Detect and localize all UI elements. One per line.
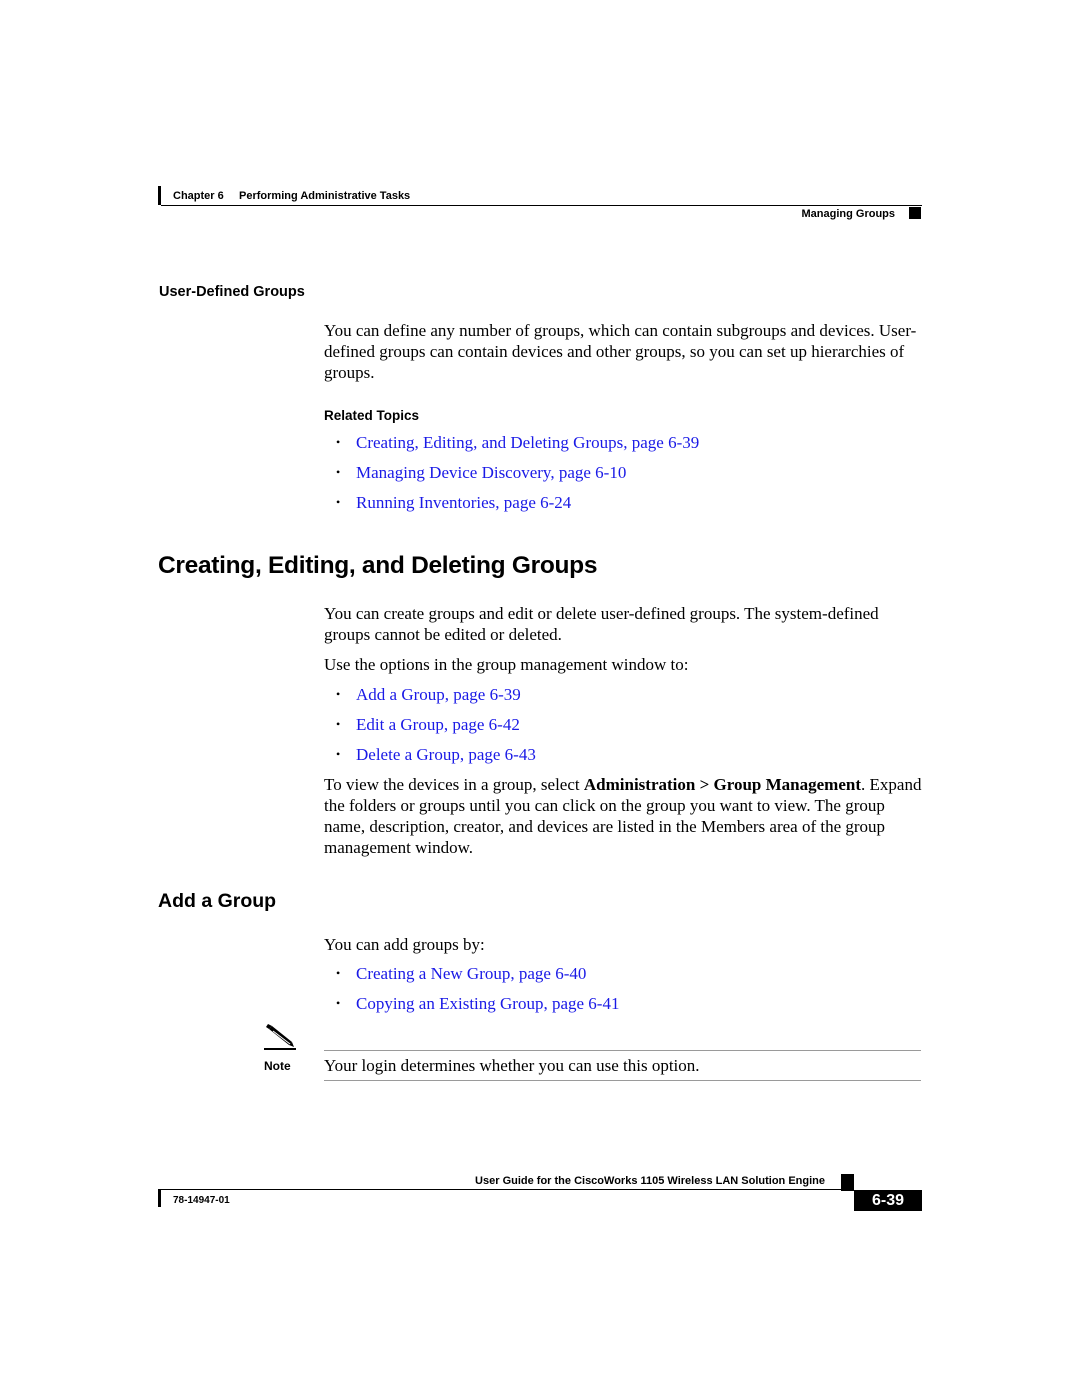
add-group-list — [324, 963, 619, 1023]
list-item: • Copying an Existing Group, page 6-41 — [336, 994, 620, 1013]
footer-title: User Guide for the CiscoWorks 1105 Wireless LAN Solution Engine — [475, 1175, 825, 1187]
header-chapter: Chapter 6 Performing Administrative Tasks — [173, 190, 411, 202]
header-rule — [161, 205, 922, 206]
list-item: • Creating, Editing, and Deleting Groups, page 6-39 — [336, 433, 700, 452]
creating-paragraph-3: To view the devices in a group, select Administration > Group Management. Expand the folders or groups until you can click on the group you want to view. The group name, description, creator, and devices are listed in the Members area of the group management window. — [324, 775, 922, 857]
link-managing-device-discovery[interactable]: Managing Device Discovery, page 6-10 — [356, 463, 627, 482]
footer-doc-number: 78-14947-01 — [173, 1195, 230, 1206]
note-label: Note — [264, 1059, 291, 1073]
link-copying-existing-group[interactable]: Copying an Existing Group, page 6-41 — [356, 994, 620, 1013]
list-item: • Running Inventories, page 6-24 — [336, 493, 572, 512]
footer-rule — [161, 1189, 853, 1190]
note-text: Your login determines whether you can use this option. — [324, 1056, 700, 1075]
footer-bar — [158, 1189, 161, 1207]
link-running-inventories[interactable]: Running Inventories, page 6-24 — [356, 493, 572, 512]
pencil-note-icon — [262, 1022, 298, 1052]
user-defined-paragraph: You can define any number of groups, which can contain subgroups and devices. User-defined groups can contain devices and other groups, so you can set up hierarchies of groups. — [324, 321, 917, 382]
header-bar — [158, 186, 161, 205]
link-delete-group[interactable]: Delete a Group, page 6-43 — [356, 745, 536, 764]
menu-path: Administration > Group Management — [583, 775, 862, 794]
link-creating-new-group[interactable]: Creating a New Group, page 6-40 — [356, 964, 587, 983]
subsection-heading: User-Defined Groups — [159, 284, 305, 300]
related-topics-heading: Related Topics — [324, 408, 420, 423]
link-edit-group[interactable]: Edit a Group, page 6-42 — [356, 715, 520, 734]
header-section: Managing Groups — [801, 208, 895, 220]
list-item: • Add a Group, page 6-39 — [336, 685, 521, 704]
list-item: • Edit a Group, page 6-42 — [336, 715, 520, 734]
note-rule-top — [324, 1050, 921, 1051]
page-number: 6-39 — [854, 1190, 922, 1211]
header-marker — [909, 207, 921, 219]
add-group-paragraph: You can add groups by: — [324, 935, 485, 954]
list-item: • Managing Device Discovery, page 6-10 — [336, 463, 627, 482]
creating-paragraph-1: You can create groups and edit or delete user-defined groups. The system-defined groups cannot be edited or deleted. — [324, 604, 879, 644]
group-options-list — [324, 684, 536, 774]
subsection-heading-add-group: Add a Group — [158, 890, 277, 912]
related-topics-list — [324, 432, 699, 522]
list-item: • Creating a New Group, page 6-40 — [336, 964, 587, 983]
link-add-group[interactable]: Add a Group, page 6-39 — [356, 685, 521, 704]
list-item: • Delete a Group, page 6-43 — [336, 745, 536, 764]
creating-paragraph-2: Use the options in the group management window to: — [324, 655, 689, 674]
section-heading: Creating, Editing, and Deleting Groups — [158, 552, 598, 579]
note-rule-bottom — [324, 1080, 921, 1081]
link-creating-editing-deleting[interactable]: Creating, Editing, and Deleting Groups, page 6-39 — [356, 433, 700, 452]
